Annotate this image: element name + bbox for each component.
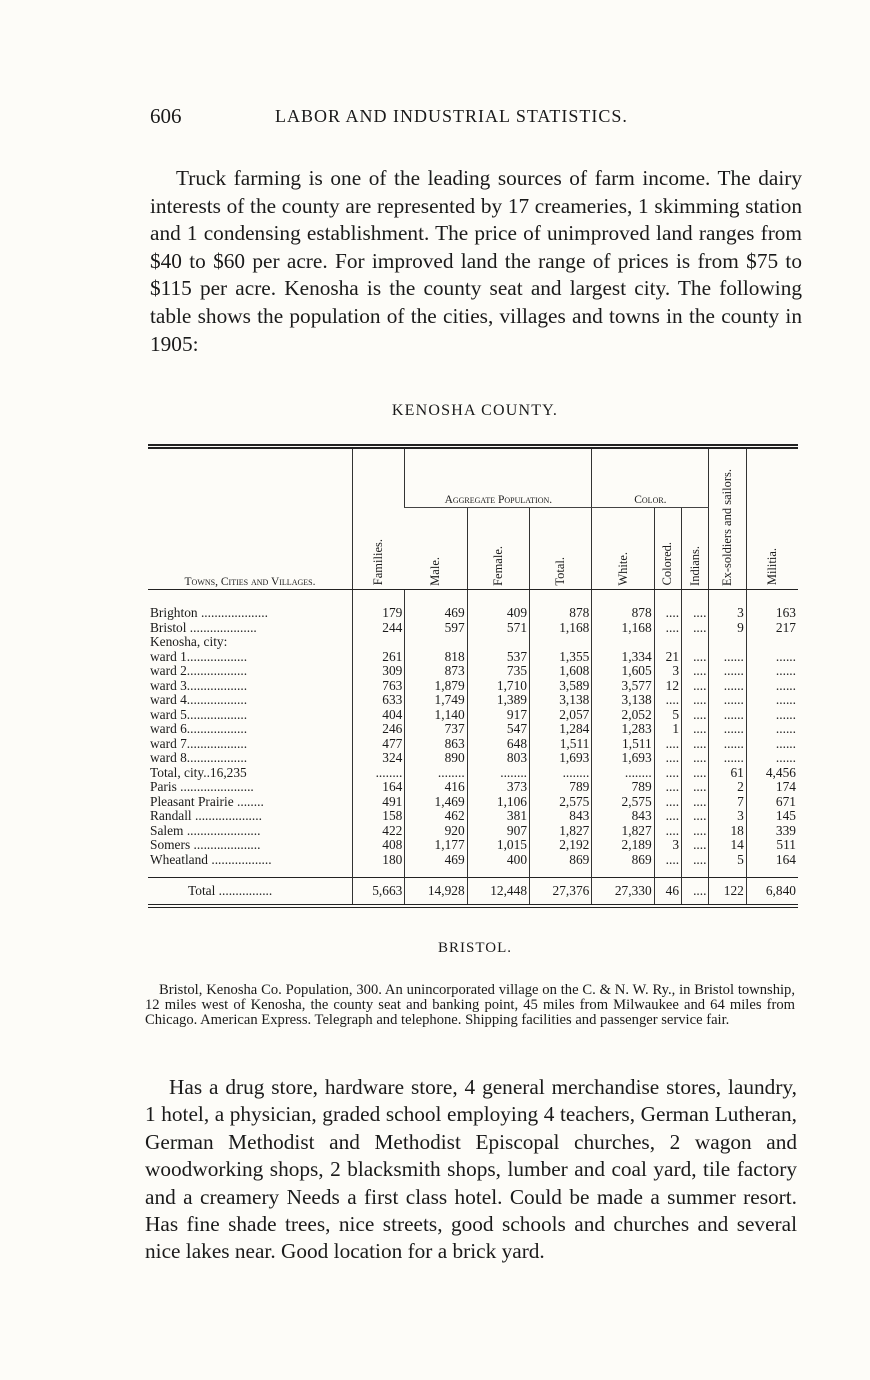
cell-families: 179 bbox=[353, 590, 405, 621]
cell-female: 381 bbox=[467, 809, 529, 824]
cell-ex-soldiers: 14 bbox=[709, 838, 746, 853]
cell-colored: 3 bbox=[654, 838, 681, 853]
cell-ex-soldiers: 5 bbox=[709, 853, 746, 878]
cell-families: 422 bbox=[353, 824, 405, 839]
cell-families: ........ bbox=[353, 766, 405, 781]
cell-female: 373 bbox=[467, 780, 529, 795]
bristol-title: BRISTOL. bbox=[438, 940, 512, 956]
header-ex-soldiers: Ex-soldiers and sailors. bbox=[720, 468, 735, 586]
cell-ex-soldiers: ...... bbox=[709, 650, 746, 665]
cell-indians: .... bbox=[682, 795, 709, 810]
cell-colored: .... bbox=[654, 751, 681, 766]
cell-white: 1,168 bbox=[592, 621, 654, 636]
table-row bbox=[148, 635, 798, 650]
cell-white: 3,577 bbox=[592, 679, 654, 694]
cell-name: Total ................ bbox=[148, 878, 353, 907]
cell-white: 843 bbox=[592, 809, 654, 824]
cell-ex-soldiers: ...... bbox=[709, 722, 746, 737]
cell-militia: 511 bbox=[746, 838, 798, 853]
cell-white: 27,330 bbox=[592, 878, 654, 907]
header-families-cell bbox=[353, 447, 405, 590]
header-male-cell bbox=[405, 508, 467, 590]
cell-name: Brighton .................... bbox=[150, 605, 268, 620]
cell-militia: ...... bbox=[746, 737, 798, 752]
cell-female: 547 bbox=[467, 722, 529, 737]
cell-indians: .... bbox=[682, 621, 709, 636]
cell-total: ........ bbox=[530, 766, 592, 781]
cell-total: 843 bbox=[530, 809, 592, 824]
cell-total: 3,589 bbox=[530, 679, 592, 694]
cell-militia: ...... bbox=[746, 650, 798, 665]
cell-indians: .... bbox=[682, 766, 709, 781]
cell-male: 1,469 bbox=[405, 795, 467, 810]
cell-indians: .... bbox=[682, 878, 709, 907]
cell-colored: .... bbox=[654, 590, 681, 621]
cell-total: 789 bbox=[530, 780, 592, 795]
cell-white: 869 bbox=[592, 853, 654, 878]
cell-white: 2,189 bbox=[592, 838, 654, 853]
page-header bbox=[150, 104, 800, 134]
cell-female: 1,015 bbox=[467, 838, 529, 853]
cell-female: 400 bbox=[467, 853, 529, 878]
table-row bbox=[148, 853, 798, 878]
header-ex-soldiers-cell bbox=[709, 447, 746, 590]
intro-paragraph: Truck farming is one of the leading sources of farm income. The dairy interests of the county are represented by 17 creameries, 1 skimming station and 1 condensing establishment. The price of unimproved land ranges from $40 to $60 per acre. For improved land the range of prices is from $75 to $115 per acre. Kenosha is the county seat and largest city. The following table shows the population of the cities, villages and towns in the county in 1905: bbox=[150, 166, 802, 356]
cell-total: 1,168 bbox=[530, 621, 592, 636]
cell-militia: ...... bbox=[746, 664, 798, 679]
cell-families: 404 bbox=[353, 708, 405, 723]
cell-male: 462 bbox=[405, 809, 467, 824]
header-total-cell bbox=[530, 508, 592, 590]
cell-male: 863 bbox=[405, 737, 467, 752]
cell-white: 2,052 bbox=[592, 708, 654, 723]
cell-white: 789 bbox=[592, 780, 654, 795]
table-row bbox=[148, 679, 798, 694]
cell-indians: .... bbox=[682, 853, 709, 878]
cell-ex-soldiers: 18 bbox=[709, 824, 746, 839]
cell-ex-soldiers bbox=[709, 635, 746, 650]
cell-colored: .... bbox=[654, 853, 681, 878]
cell-colored: .... bbox=[654, 766, 681, 781]
cell-families bbox=[353, 635, 405, 650]
cell-ex-soldiers: ...... bbox=[709, 708, 746, 723]
table-row bbox=[148, 621, 798, 636]
cell-female: 735 bbox=[467, 664, 529, 679]
cell-total: 2,575 bbox=[530, 795, 592, 810]
cell-name: Randall .................... bbox=[150, 808, 262, 823]
bristol-summary: Bristol, Kenosha Co. Population, 300. An unincorporated village on the C. & N. W. Ry., in Bristol township, 12 miles west of Kenosha, the county seat and banking point, 45 miles from Milwaukee and 64 miles from Chicago. American Express. Telegraph and telephone. Shipping facilities and passenger service fair. bbox=[145, 982, 795, 1028]
cell-male: 469 bbox=[405, 853, 467, 878]
cell-ex-soldiers: 2 bbox=[709, 780, 746, 795]
cell-female: 1,389 bbox=[467, 693, 529, 708]
header-colored: Colored. bbox=[660, 542, 675, 586]
cell-militia: 4,456 bbox=[746, 766, 798, 781]
cell-total: 1,608 bbox=[530, 664, 592, 679]
cell-militia: ...... bbox=[746, 722, 798, 737]
cell-indians: .... bbox=[682, 708, 709, 723]
cell-militia bbox=[746, 635, 798, 650]
cell-families: 246 bbox=[353, 722, 405, 737]
cell-total: 1,511 bbox=[530, 737, 592, 752]
cell-male: 416 bbox=[405, 780, 467, 795]
cell-families: 633 bbox=[353, 693, 405, 708]
cell-indians: .... bbox=[682, 751, 709, 766]
cell-militia: 671 bbox=[746, 795, 798, 810]
table-row bbox=[148, 737, 798, 752]
cell-ex-soldiers: 9 bbox=[709, 621, 746, 636]
cell-families: 477 bbox=[353, 737, 405, 752]
table-total-row bbox=[148, 878, 798, 907]
table-row bbox=[148, 780, 798, 795]
cell-name: ward 2.................. bbox=[150, 663, 248, 678]
cell-total: 878 bbox=[530, 590, 592, 621]
cell-name: ward 3.................. bbox=[150, 677, 248, 693]
cell-militia: 6,840 bbox=[746, 878, 798, 907]
cell-male: ........ bbox=[405, 766, 467, 781]
cell-female: 537 bbox=[467, 650, 529, 665]
cell-white: 878 bbox=[592, 590, 654, 621]
cell-indians: .... bbox=[682, 824, 709, 839]
cell-indians: .... bbox=[682, 737, 709, 752]
header-female: Female. bbox=[490, 545, 505, 586]
header-male: Male. bbox=[428, 556, 443, 586]
cell-indians: .... bbox=[682, 838, 709, 853]
cell-male: 920 bbox=[405, 824, 467, 839]
header-militia-cell bbox=[746, 447, 798, 590]
cell-militia: ...... bbox=[746, 679, 798, 694]
cell-indians: .... bbox=[682, 722, 709, 737]
cell-families: 324 bbox=[353, 751, 405, 766]
table-row bbox=[148, 809, 798, 824]
running-head: LABOR AND INDUSTRIAL STATISTICS. bbox=[275, 106, 628, 126]
cell-name: ward 6.................. bbox=[150, 721, 248, 736]
header-white-cell bbox=[592, 508, 654, 590]
cell-name: Pleasant Prairie ........ bbox=[150, 793, 264, 809]
cell-ex-soldiers: 61 bbox=[709, 766, 746, 781]
cell-white: 1,511 bbox=[592, 737, 654, 752]
table-row bbox=[148, 693, 798, 708]
cell-female: 409 bbox=[467, 590, 529, 621]
cell-white: 1,334 bbox=[592, 650, 654, 665]
cell-indians: .... bbox=[682, 679, 709, 694]
cell-indians: .... bbox=[682, 664, 709, 679]
cell-indians: .... bbox=[682, 809, 709, 824]
header-total: Total. bbox=[553, 556, 568, 586]
cell-militia: ...... bbox=[746, 708, 798, 723]
cell-male: 14,928 bbox=[405, 878, 467, 907]
table-row bbox=[148, 838, 798, 853]
cell-families: 5,663 bbox=[353, 878, 405, 907]
cell-male: 1,177 bbox=[405, 838, 467, 853]
table-row bbox=[148, 664, 798, 679]
cell-militia: 164 bbox=[746, 853, 798, 878]
cell-colored: .... bbox=[654, 795, 681, 810]
header-female-cell bbox=[467, 508, 529, 590]
cell-total: 1,355 bbox=[530, 650, 592, 665]
table-row bbox=[148, 795, 798, 810]
bristol-description: Has a drug store, hardware store, 4 general merchandise stores, laundry, 1 hotel, a physician, graded school employing 4 teachers, German Lutheran, German Methodist and Methodist Episcopal churches, 2 wagon and woodworking shops, 2 blacksmith shops, lumber and coal yard, tile factory and a creamery Needs a first class hotel. Could be made a summer resort. Has fine shade trees, nice streets, good schools and churches and several nice lakes near. Good location for a brick yard. bbox=[145, 1075, 797, 1264]
cell-name: ward 4.................. bbox=[150, 692, 248, 707]
cell-ex-soldiers: 3 bbox=[709, 809, 746, 824]
cell-male: 873 bbox=[405, 664, 467, 679]
cell-indians: .... bbox=[682, 693, 709, 708]
cell-families: 261 bbox=[353, 650, 405, 665]
cell-ex-soldiers: 3 bbox=[709, 590, 746, 621]
cell-colored: 12 bbox=[654, 679, 681, 694]
header-aggregate: Aggregate Population. bbox=[405, 447, 592, 508]
cell-female: 12,448 bbox=[467, 878, 529, 907]
cell-female: 803 bbox=[467, 751, 529, 766]
cell-militia: ...... bbox=[746, 751, 798, 766]
table-row bbox=[148, 708, 798, 723]
header-color: Color. bbox=[592, 447, 709, 508]
cell-total bbox=[530, 635, 592, 650]
header-indians-cell bbox=[682, 508, 709, 590]
cell-total: 2,057 bbox=[530, 708, 592, 723]
cell-white: 1,605 bbox=[592, 664, 654, 679]
cell-colored: 3 bbox=[654, 664, 681, 679]
cell-name: Somers .................... bbox=[150, 837, 261, 852]
cell-ex-soldiers: ...... bbox=[709, 679, 746, 694]
cell-name: Wheatland .................. bbox=[150, 851, 272, 867]
cell-colored: .... bbox=[654, 693, 681, 708]
cell-total: 1,693 bbox=[530, 751, 592, 766]
cell-white: 1,693 bbox=[592, 751, 654, 766]
cell-colored: 21 bbox=[654, 650, 681, 665]
cell-ex-soldiers: ...... bbox=[709, 693, 746, 708]
cell-white: 1,283 bbox=[592, 722, 654, 737]
cell-name: Total, city..16,235 bbox=[150, 764, 247, 780]
cell-indians: .... bbox=[682, 650, 709, 665]
cell-families: 180 bbox=[353, 853, 405, 878]
cell-ex-soldiers: ...... bbox=[709, 737, 746, 752]
cell-female bbox=[467, 635, 529, 650]
table-row bbox=[148, 751, 798, 766]
cell-female: ........ bbox=[467, 766, 529, 781]
cell-name: Salem ...................... bbox=[150, 822, 261, 838]
cell-militia: ...... bbox=[746, 693, 798, 708]
population-table bbox=[148, 444, 798, 908]
cell-female: 648 bbox=[467, 737, 529, 752]
cell-colored: .... bbox=[654, 780, 681, 795]
cell-ex-soldiers: 7 bbox=[709, 795, 746, 810]
cell-white bbox=[592, 635, 654, 650]
cell-militia: 174 bbox=[746, 780, 798, 795]
table-row bbox=[148, 722, 798, 737]
cell-name: Kenosha, city: bbox=[150, 634, 228, 649]
cell-male: 1,749 bbox=[405, 693, 467, 708]
cell-total: 3,138 bbox=[530, 693, 592, 708]
cell-colored: 1 bbox=[654, 722, 681, 737]
cell-indians: .... bbox=[682, 780, 709, 795]
header-indians: Indians. bbox=[687, 545, 702, 586]
table-row bbox=[148, 766, 798, 781]
cell-families: 244 bbox=[353, 621, 405, 636]
header-militia: Militia. bbox=[764, 548, 779, 586]
header-colored-cell bbox=[654, 508, 681, 590]
page-number: 606 bbox=[150, 104, 182, 128]
cell-white: ........ bbox=[592, 766, 654, 781]
table-row bbox=[148, 824, 798, 839]
cell-male: 597 bbox=[405, 621, 467, 636]
cell-militia: 163 bbox=[746, 590, 798, 621]
cell-male: 890 bbox=[405, 751, 467, 766]
cell-militia: 339 bbox=[746, 824, 798, 839]
cell-militia: 217 bbox=[746, 621, 798, 636]
table-row bbox=[148, 650, 798, 665]
cell-name: ward 1.................. bbox=[150, 648, 248, 664]
cell-militia: 145 bbox=[746, 809, 798, 824]
cell-families: 763 bbox=[353, 679, 405, 694]
cell-female: 571 bbox=[467, 621, 529, 636]
cell-ex-soldiers: 122 bbox=[709, 878, 746, 907]
cell-name: Bristol .................... bbox=[150, 619, 257, 635]
cell-ex-soldiers: ...... bbox=[709, 664, 746, 679]
cell-colored: 46 bbox=[654, 878, 681, 907]
cell-total: 27,376 bbox=[530, 878, 592, 907]
cell-male bbox=[405, 635, 467, 650]
cell-male: 1,140 bbox=[405, 708, 467, 723]
cell-female: 907 bbox=[467, 824, 529, 839]
cell-colored: .... bbox=[654, 824, 681, 839]
cell-colored: .... bbox=[654, 621, 681, 636]
cell-white: 3,138 bbox=[592, 693, 654, 708]
cell-indians bbox=[682, 635, 709, 650]
cell-colored: .... bbox=[654, 809, 681, 824]
cell-total: 869 bbox=[530, 853, 592, 878]
cell-families: 309 bbox=[353, 664, 405, 679]
cell-name: Paris ...................... bbox=[150, 779, 254, 794]
cell-female: 917 bbox=[467, 708, 529, 723]
cell-colored: 5 bbox=[654, 708, 681, 723]
cell-total: 1,827 bbox=[530, 824, 592, 839]
cell-name: ward 5.................. bbox=[150, 706, 248, 722]
cell-male: 469 bbox=[405, 590, 467, 621]
cell-white: 2,575 bbox=[592, 795, 654, 810]
header-white: White. bbox=[615, 551, 630, 586]
cell-male: 737 bbox=[405, 722, 467, 737]
cell-families: 164 bbox=[353, 780, 405, 795]
cell-white: 1,827 bbox=[592, 824, 654, 839]
cell-colored: .... bbox=[654, 737, 681, 752]
cell-male: 818 bbox=[405, 650, 467, 665]
cell-colored bbox=[654, 635, 681, 650]
cell-families: 158 bbox=[353, 809, 405, 824]
header-towns: Towns, Cities and Villages. bbox=[148, 447, 353, 590]
cell-families: 491 bbox=[353, 795, 405, 810]
cell-female: 1,106 bbox=[467, 795, 529, 810]
cell-female: 1,710 bbox=[467, 679, 529, 694]
cell-indians: .... bbox=[682, 590, 709, 621]
cell-name: ward 8.................. bbox=[150, 750, 248, 765]
table-row bbox=[148, 590, 798, 621]
cell-male: 1,879 bbox=[405, 679, 467, 694]
cell-total: 1,284 bbox=[530, 722, 592, 737]
table-title: KENOSHA COUNTY. bbox=[391, 402, 559, 419]
cell-families: 408 bbox=[353, 838, 405, 853]
cell-total: 2,192 bbox=[530, 838, 592, 853]
cell-ex-soldiers: ...... bbox=[709, 751, 746, 766]
header-families: Families. bbox=[371, 539, 386, 586]
cell-name: ward 7.................. bbox=[150, 735, 248, 751]
